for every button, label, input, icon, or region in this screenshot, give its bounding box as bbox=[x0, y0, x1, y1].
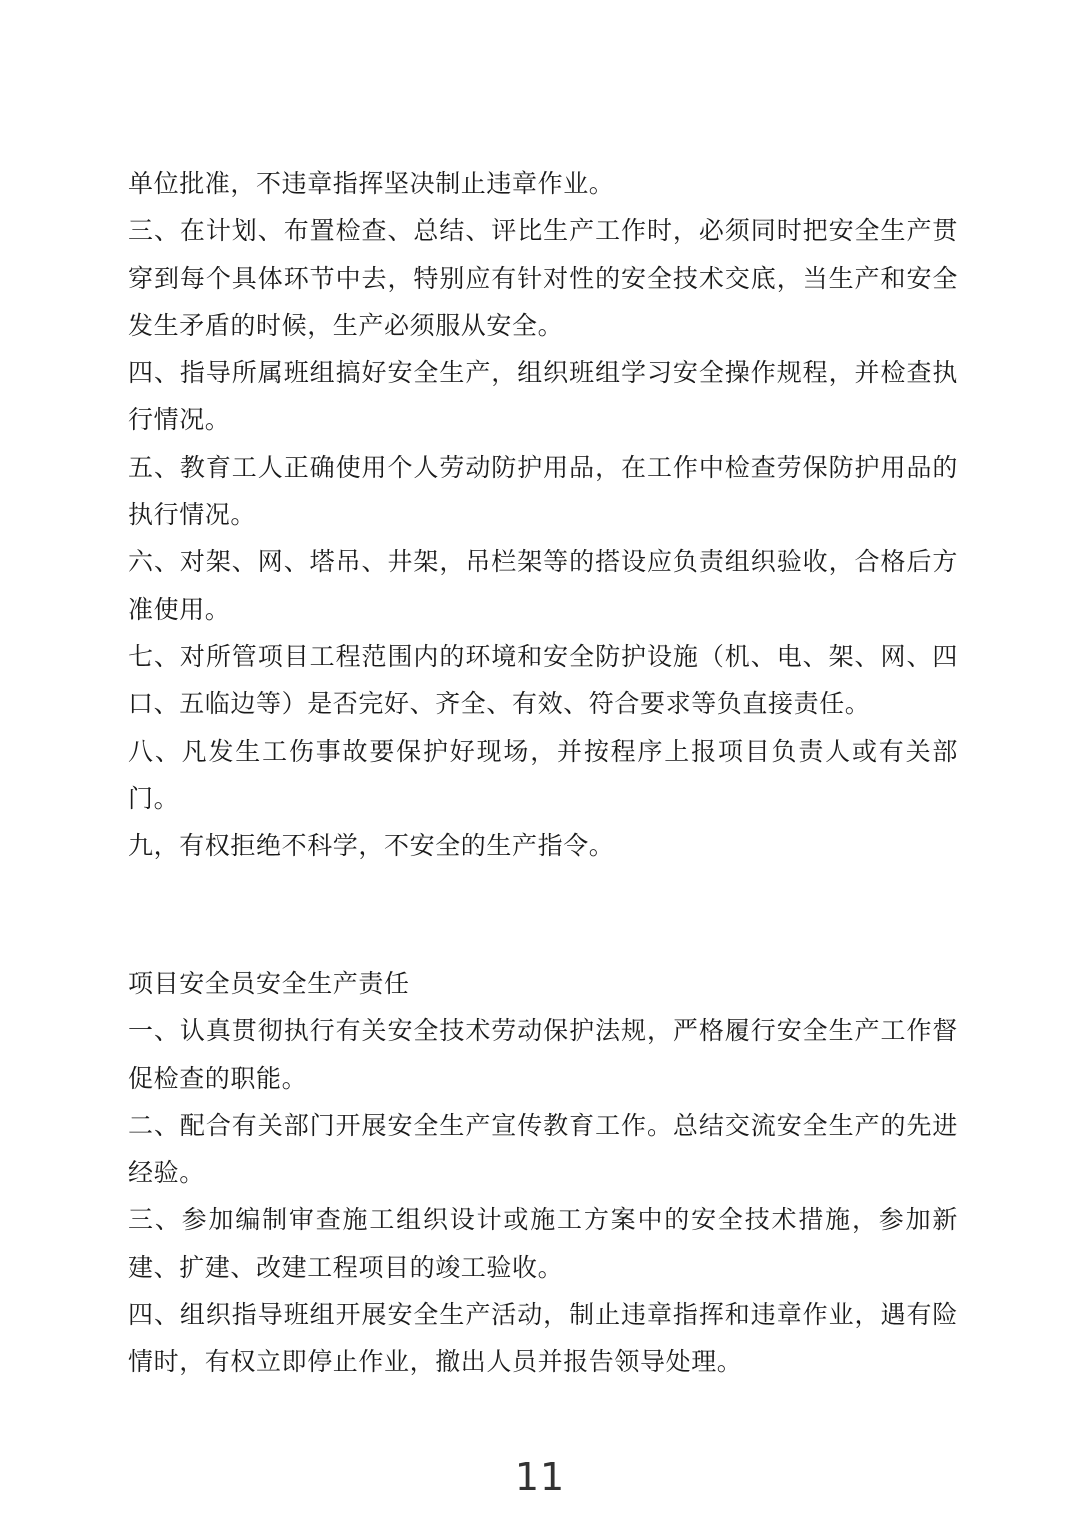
paragraph-item-2: 二、配合有关部门开展安全生产宣传教育工作。总结交流安全生产的先进经验。 bbox=[128, 1110, 958, 1188]
paragraph-item-1: 一、认真贯彻执行有关安全技术劳动保护法规，严格履行安全生产工作督促检查的职能。 bbox=[128, 1016, 958, 1093]
responsibility-list-continued bbox=[128, 160, 958, 869]
paragraph-continuation: 单位批准，不违章指挥坚决制止违章作业。 bbox=[128, 169, 615, 198]
paragraph-item-3: 三、参加编制审查施工组织设计或施工方案中的安全技术措施，参加新建、扩建、改建工程项目的竣工验收。 bbox=[128, 1205, 958, 1282]
section-heading: 项目安全员安全生产责任 bbox=[128, 969, 410, 998]
paragraph-item-4: 四、指导所属班组搞好安全生产，组织班组学习安全操作规程，并检查执行情况。 bbox=[128, 358, 958, 435]
paragraph-item-3: 三、在计划、布置检查、总结、评比生产工作时，必须同时把安全生产贯穿到每个具体环节中去，特别应有针对性的安全技术交底，当生产和安全发生矛盾的时候，生产必须服从安全。 bbox=[128, 216, 958, 340]
paragraph-item-9: 九，有权拒绝不科学，不安全的生产指令。 bbox=[128, 831, 615, 861]
paragraph-item-4: 四、组织指导班组开展安全生产活动，制止违章指挥和违章作业，遇有险情时，有权立即停止作业，撤出人员并报告领导处理。 bbox=[128, 1300, 958, 1377]
paragraph-item-5: 五、教育工人正确使用个人劳动防护用品，在工作中检查劳保防护用品的执行情况。 bbox=[128, 452, 958, 530]
paragraph-item-8: 八、凡发生工伤事故要保护好现场，并按程序上报项目负责人或有关部门。 bbox=[128, 736, 958, 813]
safety-officer-section bbox=[128, 960, 958, 1386]
paragraph-item-7: 七、对所管项目工程范围内的环境和安全防护设施（机、电、架、网、四口、五临边等）是否完好、齐全、有效、符合要求等负直接责任。 bbox=[128, 641, 958, 719]
page-number: 11 bbox=[514, 1455, 566, 1499]
paragraph-item-6: 六、对架、网、塔吊、井架，吊栏架等的搭设应负责组织验收，合格后方准使用。 bbox=[128, 547, 958, 624]
